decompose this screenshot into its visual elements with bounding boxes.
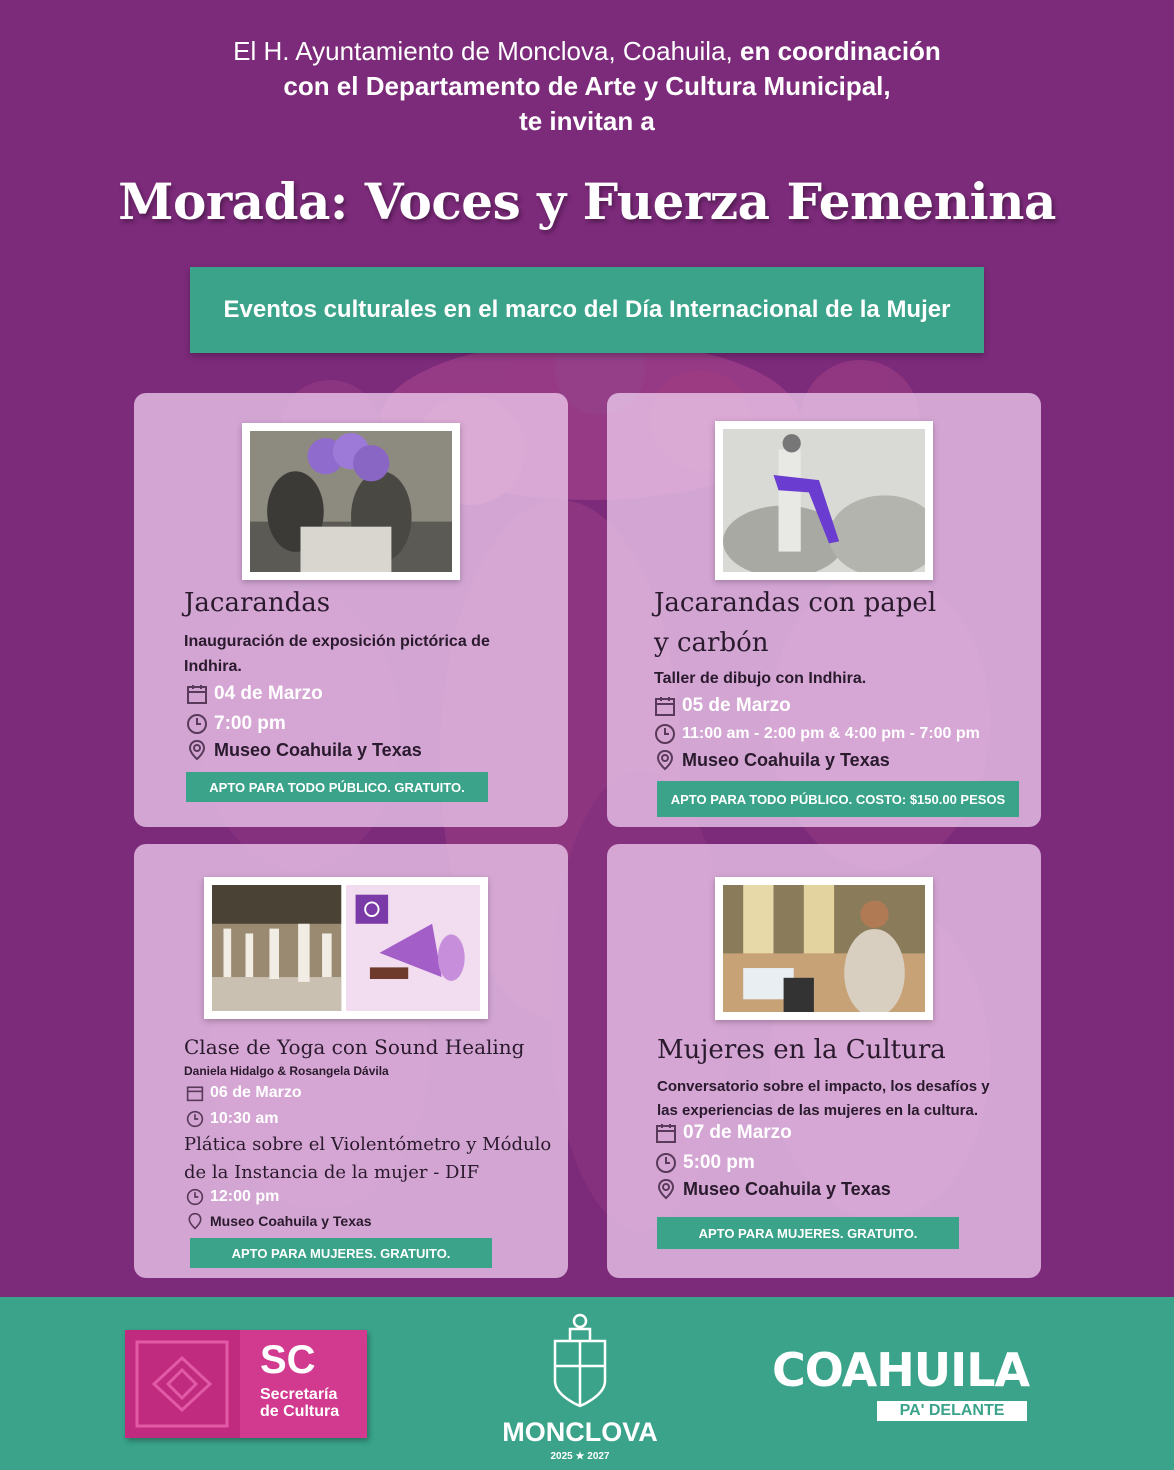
sc-name [260, 1386, 339, 1420]
sc-name-line2: de Cultura [260, 1403, 340, 1420]
second-event-time: 12:00 pm [210, 1188, 280, 1205]
event-card-jacarandas-papel-carbon [607, 393, 1041, 827]
location-pin-icon [654, 749, 676, 771]
event-place: Museo Coahuila y Texas [210, 1213, 372, 1229]
event-card-mujeres-cultura [607, 844, 1041, 1278]
conference-photo [715, 877, 933, 1020]
event-place-row [655, 1178, 891, 1200]
monclova-logo [480, 1307, 680, 1467]
clock-icon [186, 1110, 204, 1128]
event-instructors: Daniela Hidalgo & Rosangela Dávila [184, 1064, 389, 1078]
location-pin-icon [655, 1178, 677, 1200]
event-time-row [186, 713, 286, 735]
event-audience-badge: APTO PARA MUJERES. GRATUITO. [190, 1238, 492, 1268]
calendar-icon [186, 1084, 204, 1102]
monclova-name: MONCLOVA [502, 1417, 658, 1447]
coahuila-tagline: PA' DELANTE [877, 1401, 1027, 1421]
sc-name-line1: Secretaría [260, 1386, 338, 1403]
event-title: Clase de Yoga con Sound Healing [184, 1035, 525, 1059]
second-event-title-line1: Plática sobre el Violentómetro y Módulo [184, 1134, 552, 1155]
secretaria-cultura-logo [125, 1330, 367, 1438]
event-place: Museo Coahuila y Texas [683, 1178, 891, 1199]
yoga-photo [204, 877, 488, 1019]
event-title: Mujeres en la Cultura [657, 1035, 946, 1065]
event-title-line2: y carbón [654, 628, 769, 658]
intro-text [0, 34, 1174, 139]
event-description-line1: Conversatorio sobre el impacto, los desafíos y [657, 1078, 990, 1095]
location-pin-icon [186, 739, 208, 761]
event-card-jacarandas [134, 393, 568, 827]
sc-pattern-decoration [125, 1330, 240, 1438]
poster-title: Morada: Voces y Fuerza Femenina [118, 172, 1056, 231]
drawing-photo [715, 421, 933, 580]
event-place: Museo Coahuila y Texas [682, 749, 890, 770]
coahuila-name: COAHUILA [772, 1343, 1030, 1397]
event-date-row [655, 1122, 792, 1144]
coat-of-arms-icon [545, 1311, 615, 1411]
calendar-icon [654, 695, 676, 717]
event-place-row [654, 749, 890, 771]
clock-icon [655, 1152, 677, 1174]
event-place-row [186, 1212, 372, 1230]
event-date-row [186, 683, 323, 705]
event-time-row [655, 1152, 755, 1174]
event-audience-badge: APTO PARA TODO PÚBLICO. GRATUITO. [186, 772, 488, 802]
event-place-row [186, 739, 422, 761]
event-time: 5:00 pm [683, 1152, 755, 1173]
intro-line3: te invitan a [519, 106, 655, 136]
calendar-icon [186, 683, 208, 705]
event-title: Jacarandas [184, 588, 331, 618]
event-date-row [186, 1084, 302, 1102]
sponsors-footer [0, 1297, 1174, 1470]
monclova-years: 2025 ★ 2027 [550, 1451, 610, 1462]
event-title-line1: Jacarandas con papel [654, 588, 937, 618]
event-time-row [186, 1110, 279, 1128]
event-time: 10:30 am [210, 1110, 279, 1127]
event-audience-badge: APTO PARA TODO PÚBLICO. COSTO: $150.00 PESOS [657, 781, 1019, 817]
event-time: 7:00 pm [214, 713, 286, 734]
clock-icon [186, 713, 208, 735]
event-date: 05 de Marzo [682, 695, 791, 716]
clock-icon [654, 723, 676, 745]
subtitle-banner [190, 267, 984, 353]
event-time-row [654, 723, 980, 745]
event-date: 07 de Marzo [683, 1122, 792, 1143]
intro-line1-regular: El H. Ayuntamiento de Monclova, Coahuila, [233, 36, 733, 66]
second-event-time-row [186, 1188, 279, 1206]
clock-icon [186, 1188, 204, 1206]
event-audience-badge: APTO PARA MUJERES. GRATUITO. [657, 1217, 959, 1249]
sc-initials: SC [260, 1338, 316, 1382]
event-date: 06 de Marzo [210, 1084, 302, 1101]
event-description: Taller de dibujo con Indhira. [654, 670, 867, 687]
balloons-photo [242, 423, 460, 580]
event-description: Inauguración de exposición pictórica de Indhira. [184, 633, 490, 675]
intro-line1-bold: en coordinación [740, 36, 941, 66]
event-place: Museo Coahuila y Texas [214, 739, 422, 760]
second-event-title-line2: de la Instancia de la mujer - DIF [184, 1162, 480, 1183]
calendar-icon [655, 1122, 677, 1144]
event-time: 11:00 am - 2:00 pm & 4:00 pm - 7:00 pm [682, 725, 980, 742]
event-description-line2: las experiencias de las mujeres en la cultura. [657, 1102, 978, 1119]
intro-line2: con el Departamento de Arte y Cultura Municipal, [283, 71, 891, 101]
event-date: 04 de Marzo [214, 683, 323, 704]
subtitle-text: Eventos culturales en el marco del Día Internacional de la Mujer [223, 296, 951, 323]
event-card-yoga [134, 844, 568, 1278]
event-date-row [654, 695, 791, 717]
location-pin-icon [186, 1212, 204, 1230]
coahuila-logo [772, 1343, 1062, 1433]
